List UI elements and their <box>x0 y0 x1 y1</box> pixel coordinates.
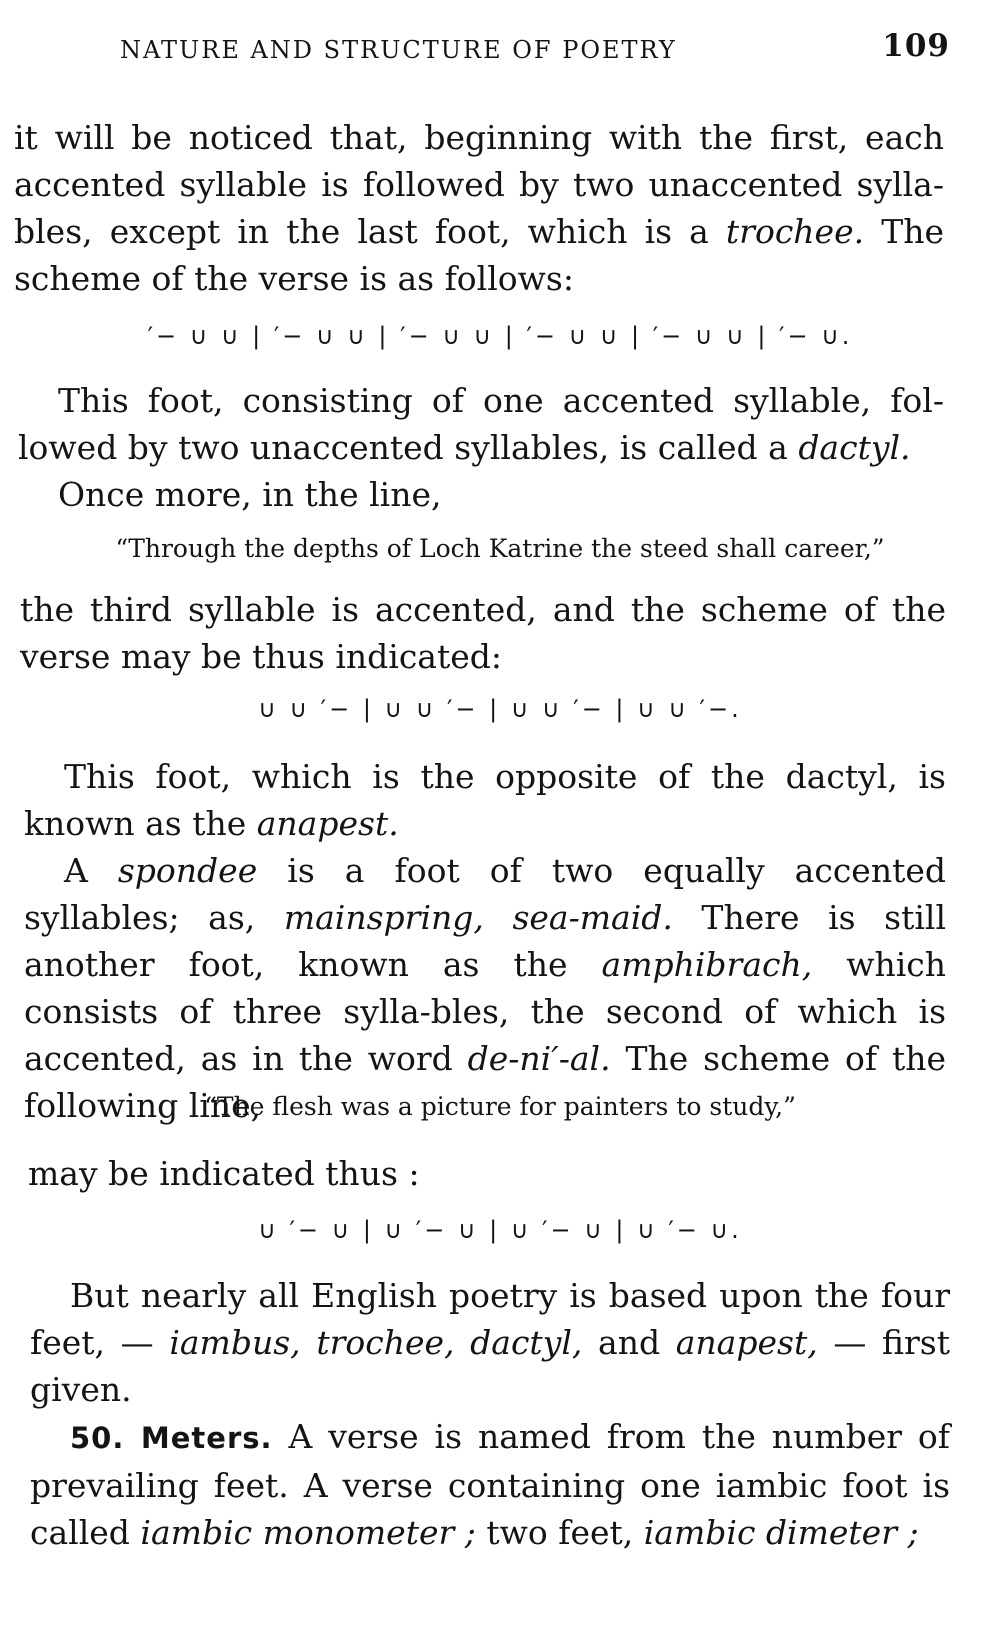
text-run: This foot, which is the opposite of the dactyl, is known as the <box>24 757 946 843</box>
paragraph-dactyl <box>18 377 944 518</box>
paragraph-anapest-spondee <box>24 753 946 1129</box>
text-run: the third syllable is accented, and the scheme of the verse may be thus indicated: <box>20 590 946 676</box>
text-run: — first given. <box>30 1323 950 1409</box>
text-run <box>455 1323 471 1362</box>
text-run: is a foot of two equally accented syllables; as, <box>24 851 946 937</box>
page-header <box>120 28 950 78</box>
text-run: two feet, <box>475 1513 644 1552</box>
paragraph-meters <box>30 1272 950 1556</box>
text-run: There is still another foot, known as the <box>24 898 946 984</box>
text-run: The scheme of the following line, <box>24 1039 947 1125</box>
running-title: NATURE AND STRUCTURE OF POETRY <box>120 36 677 64</box>
text-run: Once more, in the line, <box>58 475 442 514</box>
term-anapest: anapest, <box>675 1323 818 1362</box>
term-iambic-monometer: iambic monometer ; <box>140 1513 476 1552</box>
scansion-anapestic: ∪ ∪ ′− | ∪ ∪ ′− | ∪ ∪ ′− | ∪ ∪ ′−. <box>258 695 742 723</box>
paragraph-third-syllable <box>20 586 946 680</box>
scansion-dactylic: ′− ∪ ∪ | ′− ∪ ∪ | ′− ∪ ∪ | ′− ∪ ∪ | ′− ∪ ∪ | ′− ∪. <box>147 322 853 350</box>
text-run: The scheme of the verse is as follows: <box>14 212 944 298</box>
term-iambic-dimeter: iambic dimeter ; <box>643 1513 919 1552</box>
term-dactyl: dactyl. <box>798 428 911 467</box>
text-run: A <box>64 851 118 890</box>
example-mainspring: mainspring, <box>283 898 484 937</box>
text-run: which consists of three sylla-bles, the second of which is accented, as in the word <box>24 945 946 1078</box>
text-run <box>301 1323 317 1362</box>
example-denial: de-ni′-al. <box>467 1039 611 1078</box>
scansion-amphibrachic: ∪ ′− ∪ | ∪ ′− ∪ | ∪ ′− ∪ | ∪ ′− ∪. <box>258 1216 742 1244</box>
text-run: But nearly all English poetry is based upon the four feet, — <box>30 1276 950 1362</box>
text-run <box>484 898 513 937</box>
term-dactyl: dactyl, <box>470 1323 583 1362</box>
quoted-verse-loch-katrine: “Through the depths of Loch Katrine the steed shall career,” <box>115 534 885 563</box>
text-run: it will be noticed that, beginning with the first, each accented syllable is followed by two unaccented sylla-bles, except in the last foot, which is a <box>14 118 944 251</box>
text-run: This foot, consisting of one accented syllable, fol-lowed by two unaccented syllables, is called a <box>18 381 944 467</box>
term-spondee: spondee <box>117 851 258 890</box>
example-sea-maid: sea-maid. <box>512 898 673 937</box>
term-trochee: trochee, <box>316 1323 455 1362</box>
term-trochee: trochee. <box>725 212 865 251</box>
page-number: 109 <box>882 28 950 64</box>
quoted-verse-flesh-picture: “The flesh was a picture for painters to study,” <box>204 1092 796 1121</box>
term-anapest: anapest. <box>256 804 399 843</box>
paragraph-indicated-thus <box>28 1150 946 1197</box>
text-run: A verse is named from the number of prevailing feet. A verse containing one iambic foot is called <box>30 1417 951 1552</box>
section-heading-meters: 50. Meters. <box>70 1421 273 1455</box>
term-amphibrach: amphibrach, <box>601 945 813 984</box>
term-iambus: iambus, <box>169 1323 301 1362</box>
paragraph-trochee <box>14 114 944 302</box>
text-run: may be indicated thus : <box>28 1154 420 1193</box>
text-run: and <box>582 1323 676 1362</box>
